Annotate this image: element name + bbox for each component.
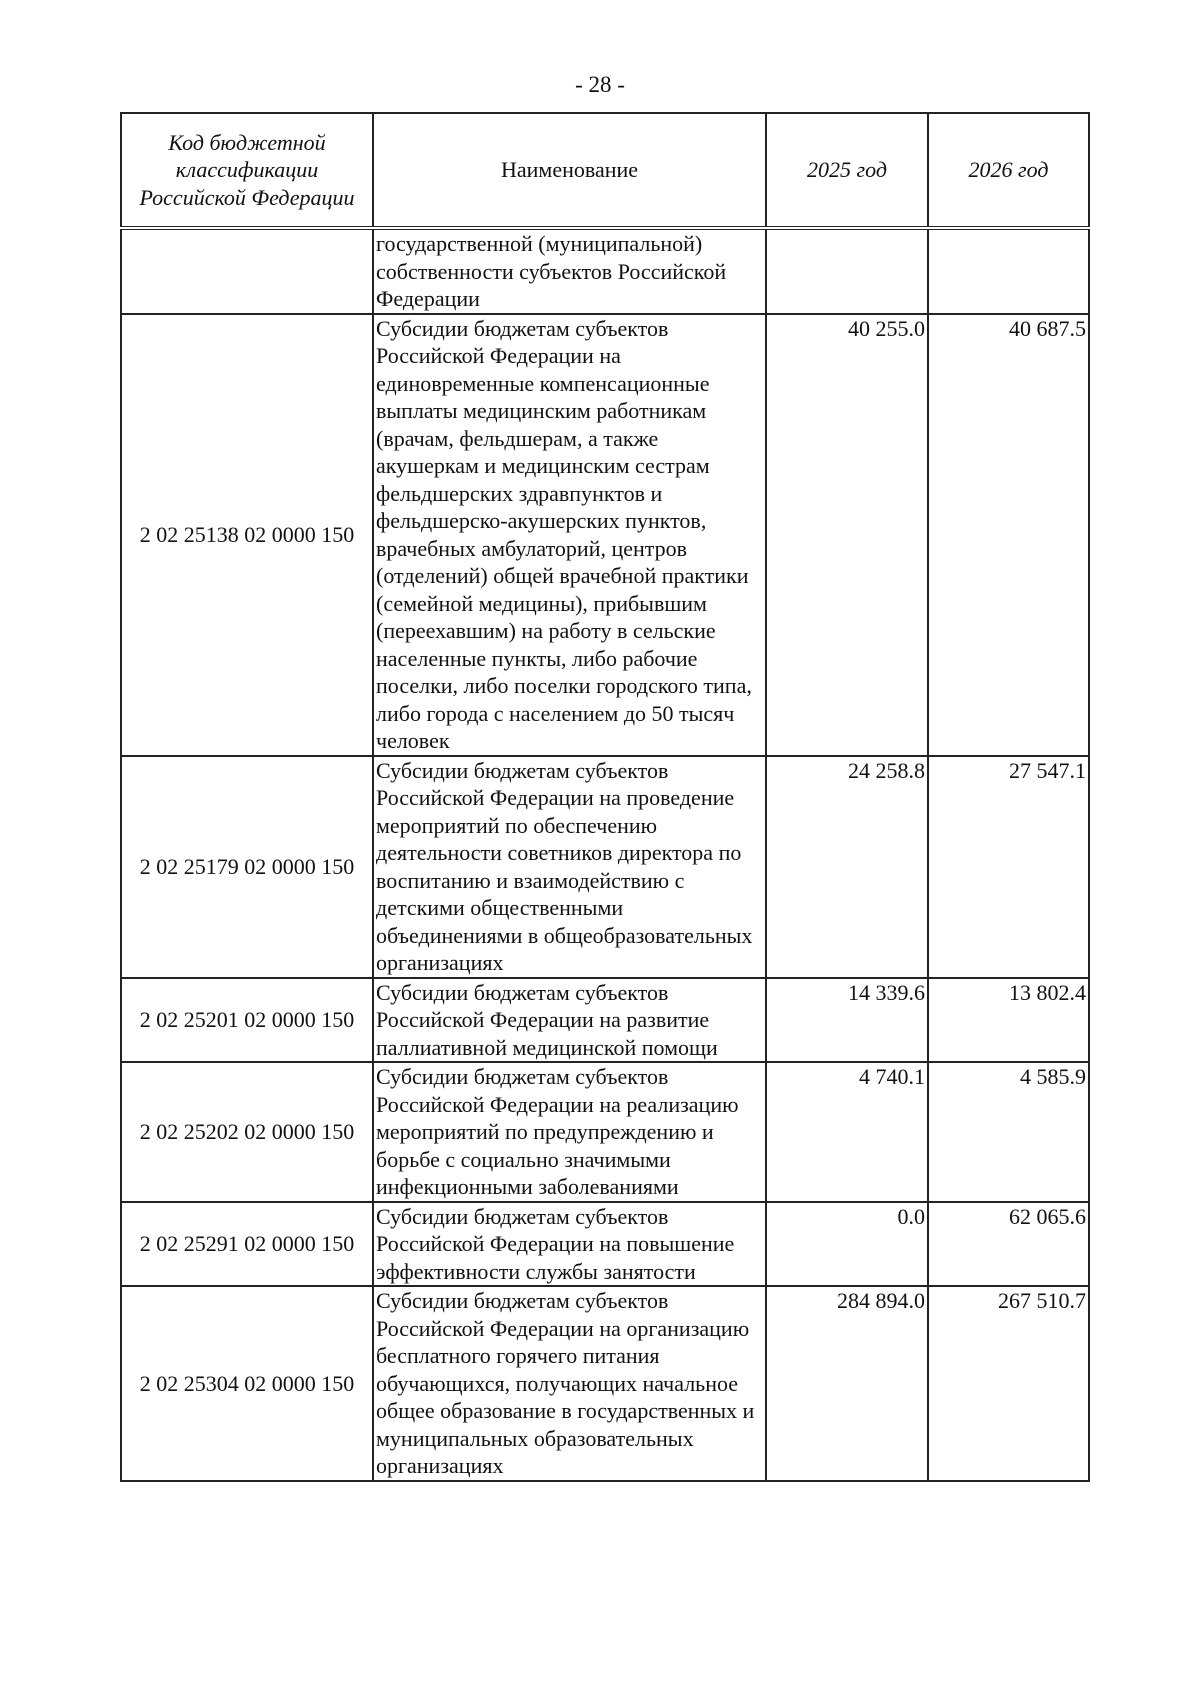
row-code (121, 228, 373, 314)
row-code: 2 02 25179 02 0000 150 (121, 756, 373, 978)
row-amount-2026 (928, 228, 1089, 314)
row-amount-2026: 27 547.1 (928, 756, 1089, 978)
row-amount-2025 (766, 228, 928, 314)
table-row (121, 228, 1089, 314)
row-amount-2026: 267 510.7 (928, 1286, 1089, 1481)
table-row (121, 978, 1089, 1063)
row-code: 2 02 25202 02 0000 150 (121, 1062, 373, 1202)
row-amount-2025: 4 740.1 (766, 1062, 928, 1202)
budget-table (120, 112, 1090, 1482)
row-code: 2 02 25138 02 0000 150 (121, 314, 373, 756)
row-name: Субсидии бюджетам субъектов Российской Федерации на повышение эффективности службы занятости (373, 1202, 766, 1287)
row-amount-2026: 40 687.5 (928, 314, 1089, 756)
row-name: Субсидии бюджетам субъектов Российской Федерации на реализацию мероприятий по предупреждению и борьбе с социально значимыми инфекционными заболеваниями (373, 1062, 766, 1202)
row-amount-2026: 13 802.4 (928, 978, 1089, 1063)
header-code: Код бюджетной классификации Российской Федерации (121, 113, 373, 228)
row-amount-2025: 14 339.6 (766, 978, 928, 1063)
table-header-row (121, 113, 1089, 228)
row-name: Субсидии бюджетам субъектов Российской Федерации на единовременные компенсационные выплаты медицинским работникам (врачам, фельдшерам, а также акушеркам и медицинским сестрам фельдшерских здравпунктов и фельдшерско-акушерских пунктов, врачебных амбулаторий, центров (отделений) общей врачебной практики (семейной медицины), прибывшим (переехавшим) на работу в сельские населенные пункты, либо рабочие поселки, либо поселки городского типа, либо города с населением до 50 тысяч человек (373, 314, 766, 756)
row-code: 2 02 25304 02 0000 150 (121, 1286, 373, 1481)
table-row (121, 314, 1089, 756)
row-amount-2026: 62 065.6 (928, 1202, 1089, 1287)
table-row (121, 1062, 1089, 1202)
row-name: Субсидии бюджетам субъектов Российской Федерации на организацию бесплатного горячего питания обучающихся, получающих начальное общее образование в государственных и муниципальных образовательных организациях (373, 1286, 766, 1481)
page-number: - 28 - (575, 72, 625, 97)
row-code: 2 02 25201 02 0000 150 (121, 978, 373, 1063)
row-name: государственной (муниципальной) собственности субъектов Российской Федерации (373, 228, 766, 314)
row-amount-2025: 24 258.8 (766, 756, 928, 978)
row-name: Субсидии бюджетам субъектов Российской Федерации на проведение мероприятий по обеспечению деятельности советников директора по воспитанию и взаимодействию с детскими общественными объединениями в общеобразовательных организациях (373, 756, 766, 978)
row-amount-2025: 0.0 (766, 1202, 928, 1287)
header-2025: 2025 год (766, 113, 928, 228)
row-amount-2025: 284 894.0 (766, 1286, 928, 1481)
header-name: Наименование (373, 113, 766, 228)
row-amount-2025: 40 255.0 (766, 314, 928, 756)
row-code: 2 02 25291 02 0000 150 (121, 1202, 373, 1287)
row-amount-2026: 4 585.9 (928, 1062, 1089, 1202)
table-row (121, 1286, 1089, 1481)
table-row (121, 1202, 1089, 1287)
table-row (121, 756, 1089, 978)
row-name: Субсидии бюджетам субъектов Российской Федерации на развитие паллиативной медицинской помощи (373, 978, 766, 1063)
header-2026: 2026 год (928, 113, 1089, 228)
